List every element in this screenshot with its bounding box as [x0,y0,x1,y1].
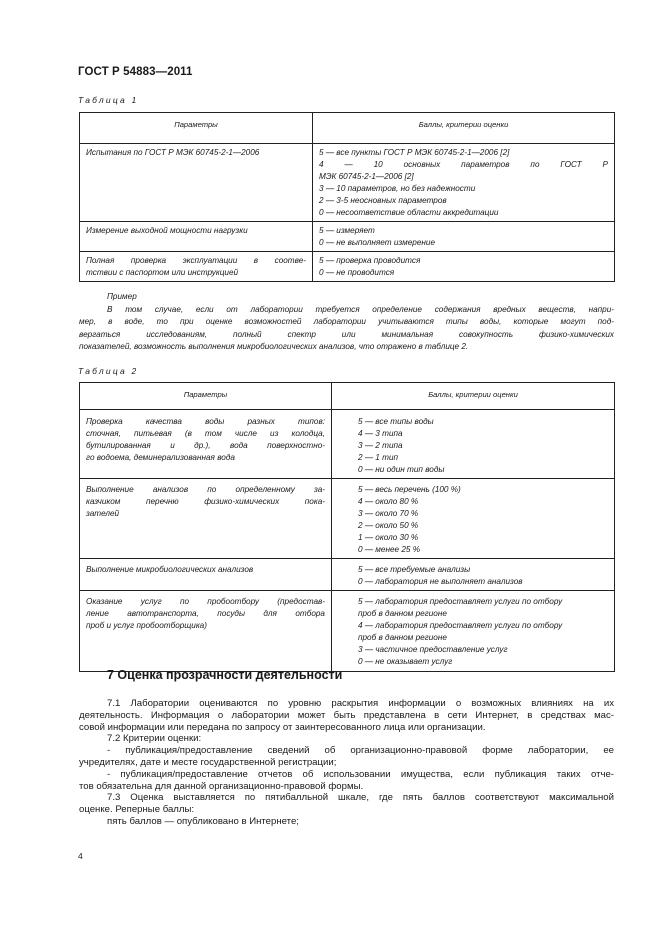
paragraph-line: тов обязательна для данной организационно-правовой формы. [79,780,364,792]
table1-row2-param: Измерение выходной мощности нагрузки [80,222,313,252]
table2-row2-scores: 5 — весь перечень (100 %) 4 — около 80 % 3 — около 70 % 2 — около 50 % 1 — около 30 % 0 — менее 25 % [332,479,615,559]
paragraph-line: 7.2 Критерии оценки: [107,733,202,745]
paragraph-line: - публикация/предоставление отчетов об использовании имущества, если публикация таких отче- [107,768,614,780]
paragraph-line: пять баллов — опубликовано в Интернете; [107,815,299,827]
table-row [80,591,615,672]
table2-row1-param: Проверка качества воды разных типов: сточная, питьевая (в том числе из колодца, бутилированная и др.), вода поверхностно- го водоема, деминерализованная вода [80,410,332,479]
table1-header-row [80,113,615,144]
table1-row3-scores: 5 — проверка проводится 0 — не проводится [313,252,615,282]
table1-row3-param: Полная проверка эксплуатации в соотве- тствии с паспортом или инструкцией [80,252,313,282]
table2-row3-param: Выполнение микробиологических анализов [80,559,332,591]
table2-caption: Таблица 2 [78,366,139,376]
table2-header-row [80,383,615,410]
example-line: показателей, возможность выполнения микробиологических анализов, что отражено в таблице 2. [79,342,469,351]
table-row [80,559,615,591]
paragraph-line: - публикация/предоставление сведений об организационно-правовой форме лаборатории, ее [107,745,614,757]
table-row [80,144,615,222]
section-title: 7 Оценка прозрачности деятельности [107,668,343,682]
table1-header-params: Параметры [80,113,313,144]
table-row [80,222,615,252]
table-row [80,252,615,282]
paragraph-line: оценке. Реперные баллы: [79,804,195,816]
table1-row2-scores: 5 — измеряет 0 — не выполняет измерение [313,222,615,252]
table2-row1-scores: 5 — все типы воды 4 — 3 типа 3 — 2 типа 2 — 1 тип 0 — ни один тип воды [332,410,615,479]
table2 [79,382,615,672]
table1-row1-param: Испытания по ГОСТ Р МЭК 60745-2-1—2006 [80,144,313,222]
table2-row3-scores: 5 — все требуемые анализы 0 — лаборатория не выполняет анализов [332,559,615,591]
table2-header-scores: Баллы, критерии оценки [332,383,615,410]
table-row [80,410,615,479]
table2-row2-param: Выполнение анализов по определенному за- казчиком перечню физико-химических пока- зателей [80,479,332,559]
table-row [80,479,615,559]
table2-row4-scores: 5 — лаборатория предоставляет услуги по отбору проб в данном регионе 4 — лаборатория предоставляет услуги по отбору проб в данном регионе 3 — частичное предоставление услуг 0 — не оказывает услуг [332,591,615,672]
table2-header-params: Параметры [80,383,332,410]
paragraph-line: учредителях, дате и месте государственной регистрации; [79,756,337,768]
section7-body [79,698,614,828]
document-code: ГОСТ Р 54883—2011 [78,66,193,78]
table2-row4-param: Оказание услуг по пробоотбору (предостав- ление автотранспорта, посуды для отбора проб и услуг пробоотборщика) [80,591,332,672]
table1-caption: Таблица 1 [78,95,139,105]
example-line: мер, в воде, то при оценке возможностей лаборатории учитываются типы воды, которые могут под- [79,317,614,326]
paragraph-line: 7.1 Лаборатории оцениваются по уровню раскрытия информации о возможных влияниях на их [107,698,614,709]
paragraph-line: совой информации или передана по запросу от заинтересованного лица или организации. [79,721,486,733]
table1-row1-scores: 5 — все пункты ГОСТ Р МЭК 60745-2-1—2006 [2] 4 — 10 основных параметров по ГОСТ Р МЭК 60745-2-1—2006 [2] 3 — 10 параметров, но без надежности 2 — 3-5 неосновных параметров 0 — несоответствие области аккредитации [313,144,615,222]
table1-header-scores: Баллы, критерии оценки [313,113,615,144]
table1 [79,112,615,282]
example-line: вергаться исследованиям, полный спектр или минимальная совокупность физико-химических [79,329,614,339]
example-block [79,291,614,354]
paragraph-line: деятельность. Информация о лаборатории может быть представлена в сети Интернет, в средствах мас- [79,709,614,721]
example-line: В том случае, если от лаборатории требуется определение содержания вредных веществ, напри- [107,304,614,314]
paragraph-line: 7.3 Оценка выставляется по пятибалльной шкале, где пять баллов соответствуют максимальной [107,792,614,804]
page-number: 4 [78,851,83,861]
example-title: Пример [107,292,137,301]
